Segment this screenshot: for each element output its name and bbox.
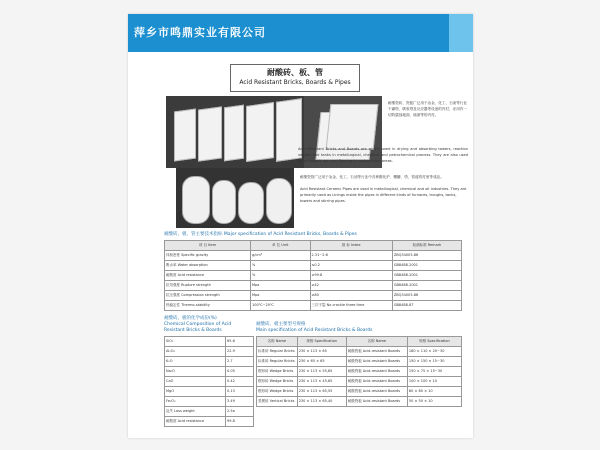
table-cell: 标准砖 Regular Bricks [257,347,298,357]
table-cell: Al₂O₃ [165,347,226,357]
brick-image [224,105,244,162]
table-cell: 抗弯强度 Rupture strength [165,281,251,291]
table-cell: 22.9 [226,347,254,357]
table-cell: 3.49 [226,397,254,407]
table-cell: 80 × 80 × 10 [407,387,461,397]
brochure-page [128,14,473,438]
table-cell: GB8488-87 [392,301,461,311]
table-row [165,261,462,271]
table-cell: 竖楔砖 Vertical Bricks [257,397,298,407]
pipe-image [212,180,236,224]
table-cell: 65.6 [226,337,254,347]
table-cell: 230 × 113 × 55,65 [297,367,346,377]
table-row [165,357,254,367]
brick-image [174,108,196,161]
table-cell: 2.5a [226,407,254,417]
table-cell: 楔形砖 Wedge Bricks [257,387,298,397]
table-header-cell: 规格 Specification [297,337,346,347]
table-header-cell: 名称 Name [257,337,298,347]
bricks-photo [166,96,304,168]
section-title-en: Acid Resistant Bricks, Boards & Pipes [239,79,351,86]
table-row [257,397,462,407]
brick-image [246,102,274,162]
table-cell: 抗压强度 Compression strength [165,291,251,301]
table-cell: 耐酸瓷板 Acid-resistant Boards [346,347,407,357]
pipe-image [238,182,264,224]
brick-image [198,106,222,161]
table-cell: 180 × 110 × 20~30 [407,347,461,357]
section-title-zh: 耐酸砖、板、管 [267,68,323,77]
table-cell: 耐酸瓷板 Acid-resistant Boards [346,387,407,397]
table-cell: 三次不裂 No crackle three time [310,301,392,311]
table-cell: ≥42 [310,281,392,291]
table-cell: GB8488-2001 [392,271,461,281]
table-row [257,367,462,377]
table-row [165,407,254,417]
table-cell: 150 × 75 × 15~30 [407,367,461,377]
table-row [165,291,462,301]
pipes-photo [176,168,294,228]
table-cell: ≥99.8 [310,271,392,281]
table-cell: GB8488-2001 [392,281,461,291]
table-cell: ≤0.2 [310,261,392,271]
table-cell: 100 × 100 × 10 [407,377,461,387]
pipe-image [266,178,292,224]
pipes-description-zh: 耐酸瓷管广泛用于冶金、化工、石油等行业中各种酸化炉、槽罐、塔、管道的衬里等成品。 [300,175,444,179]
table-cell: 耐酸瓷板 Acid-resistant Boards [346,357,407,367]
table-row [165,251,462,261]
table-cell: 耐酸瓷板 Acid-resistant Boards [346,367,407,377]
table-cell: 50 × 50 × 10 [407,397,461,407]
table-cell: 150 × 150 × 15~30 [407,357,461,367]
table-cell: % [251,271,310,281]
table-header-cell: 名称 Name [346,337,407,347]
table-cell: g/cm³ [251,251,310,261]
table-cell: SiO₂ [165,337,226,347]
bricks-description-zh: 耐酸瓷砖、瓷板广泛用于冶金、化工、石油等行业干燥塔、吸收塔及反应器等设备的内衬，亦用作一切防腐蚀地面、墙面等的内衬。 [388,101,468,117]
chem-title-en1: Chemical Composition of Acid [164,322,232,327]
table-cell: 0.42 [226,377,254,387]
table-cell: 烧失 Loss weight [165,407,226,417]
table-cell: 热稳定性 Thermo-stability [165,301,251,311]
table-cell: 2.7 [226,357,254,367]
table-row [165,281,462,291]
table-header-row [165,241,462,251]
table-cell: 230 × 113 × 65,55 [297,387,346,397]
bricks-description-en: Acid Resistant Bricks and Boards are widely used in drying and absorbing towers, reaction vessels and tanks in metallurgical, chemical and petrochemical process. They are also used for antiseptic pan and flooring in contaminant areas. [298,147,468,163]
table-row [257,377,462,387]
table-row [165,347,254,357]
spec-table [164,240,462,311]
table-cell: 2.31~2.6 [310,251,392,261]
spec-table-title: 耐酸砖、板、管主要技术指标 Major specification of Acid Resistant Bricks, Boards & Pipes [164,232,357,237]
table-row [165,377,254,387]
table-cell: 耐酸度 Acid resistance [165,417,226,427]
banner-accent [449,14,473,52]
header-banner [128,14,473,52]
table-row [257,357,462,367]
chem-title-zh: 耐酸砖、板的化学成份(%) [164,316,217,321]
table-cell: 0.05 [226,367,254,377]
sizes-table [256,336,462,407]
table-cell: Fe₂O₃ [165,397,226,407]
table-cell: K₂O [165,357,226,367]
table-cell: CaO [165,377,226,387]
section-title-box [230,64,360,92]
table-header-cell: 项 目 Item [165,241,251,251]
table-row [257,387,462,397]
table-cell: 体积密度 Specific gravity [165,251,251,261]
sizes-title-zh: 耐酸砖、板主要型号规格 [256,322,306,327]
pipe-image [182,176,210,224]
table-cell: 楔形砖 Wedge Bricks [257,377,298,387]
table-header-cell: 指 标 Index [310,241,392,251]
table-row [165,337,254,347]
table-cell: 230 × 113 × 65,40 [297,397,346,407]
board-image [326,104,379,150]
table-cell: ≥80 [310,291,392,301]
pipes-description-en: Acid Resistant Ceramic Pipes are used in metallurgical, chemical and oil industries. They are primarily used as Linings inside the pipes in different kinds of furnaces, troughs, tanks, towers and stirring pipes. [300,187,467,203]
table-row [257,347,462,357]
company-name: 萍乡市鸣鼎实业有限公司 [134,26,266,39]
table-cell: ZBQ34003-86 [392,291,461,301]
table-row [165,301,462,311]
sizes-title-en: Main specification of Acid Resistant Bricks & Boards [256,328,373,333]
table-cell: 耐酸度 Acid resistance [165,271,251,281]
table-cell: Mpa [251,281,310,291]
table-header-row [257,337,462,347]
table-row [165,387,254,397]
table-cell: 230 × 113 × 45,65 [297,377,346,387]
table-cell: Mpa [251,291,310,301]
table-cell: 吸水率 Water absorption [165,261,251,271]
chem-title-en2: Resistant Bricks & Boards [164,328,222,333]
table-cell: 100℃~20℃ [251,301,310,311]
table-row [165,271,462,281]
table-cell: ZBQ34003-86 [392,251,461,261]
table-row [165,397,254,407]
table-cell: 230 × 113 × 65 [297,347,346,357]
table-cell: 标准砖 Regular Bricks [257,357,298,367]
table-header-cell: 规格 Specification [407,337,461,347]
table-row [165,417,254,427]
table-cell: 0.13 [226,387,254,397]
table-cell: 耐酸瓷板 Acid-resistant Boards [346,397,407,407]
table-cell: % [251,261,310,271]
table-header-cell: 单 位 Unit [251,241,310,251]
table-row [165,367,254,377]
table-cell: 230 × 65 × 65 [297,357,346,367]
table-cell: 楔形砖 Wedge Bricks [257,367,298,377]
table-cell: 耐酸瓷板 Acid-resistant Boards [346,377,407,387]
table-cell: MgO [165,387,226,397]
table-cell: 99.8 [226,417,254,427]
chem-table [164,336,254,427]
table-cell: GB8488-2001 [392,261,461,271]
table-header-cell: 检测标准 Remark [392,241,461,251]
table-cell: Na₂O [165,367,226,377]
